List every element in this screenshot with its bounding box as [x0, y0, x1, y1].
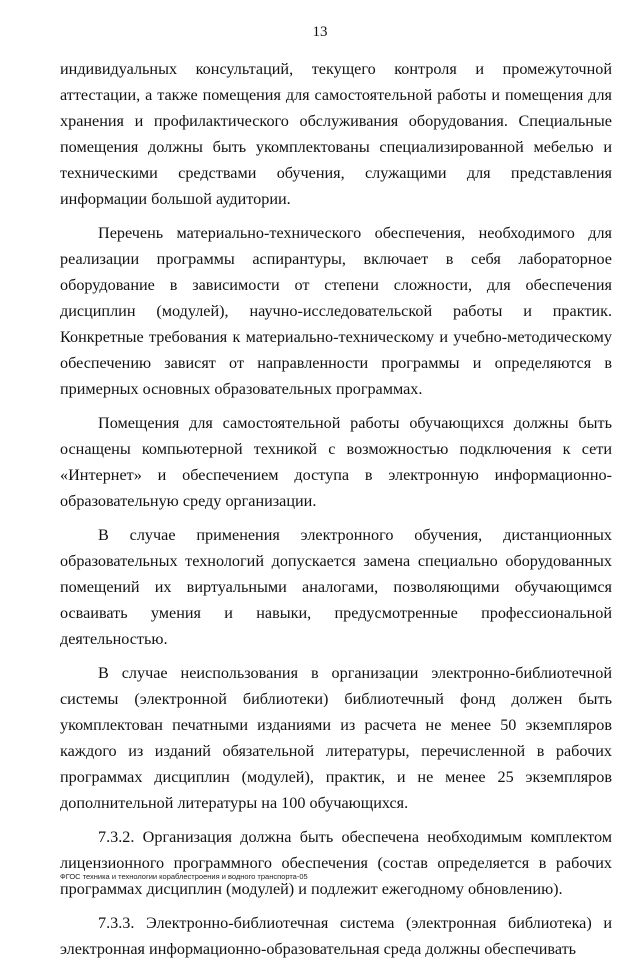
document-body: [60, 56, 612, 970]
paragraph-7-3-2: 7.3.2. Организация должна быть обеспечена необходимым комплектом лицензионного программного обеспечения (состав определяется в рабочих программах дисциплин (модулей) и подлежит ежегодному обновлению).: [60, 828, 612, 898]
paragraph-4: В случае применения электронного обучения, дистанционных образовательных технологий допускается замена специально оборудованных помещений их виртуальными аналогами, позволяющими обучающимся осваивать умения и навыки, предусмотренные профессиональной деятельностью.: [60, 526, 612, 648]
paragraph-3: Помещения для самостоятельной работы обучающихся должны быть оснащены компьютерной техникой с возможностью подключения к сети «Интернет» и обеспечением доступа в электронную информационно-образовательную среду организации.: [60, 414, 612, 510]
paragraph-7-3-3: 7.3.3. Электронно-библиотечная система (электронная библиотека) и электронная информационно-образовательная среда должны обеспечивать: [60, 914, 612, 958]
document-footer: ФГОС техника и технологии кораблестроения и водного транспорта-05: [60, 872, 308, 881]
paragraph-5: В случае неиспользования в организации электронно-библиотечной системы (электронной библиотеки) библиотечный фонд должен быть укомплектован печатными изданиями из расчета не менее 50 экземпляров каждого из изданий обязательной литературы, перечисленной в рабочих программах дисциплин (модулей), практик, и не менее 25 экземпляров дополнительной литературы на 100 обучающихся.: [60, 664, 612, 812]
page-number: 13: [312, 24, 328, 40]
paragraph-2: Перечень материально-технического обеспечения, необходимого для реализации программы аспирантуры, включает в себя лабораторное оборудование в зависимости от степени сложности, для обеспечения дисциплин (модулей), научно-исследовательской работы и практик. Конкретные требования к материально-техническому и учебно-методическому обеспечению зависят от направленности программы и определяются в примерных основных образовательных программах.: [60, 224, 612, 398]
paragraph-1: индивидуальных консультаций, текущего контроля и промежуточной аттестации, а также помещения для самостоятельной работы и помещения для хранения и профилактического обслуживания оборудования. Специальные помещения должны быть укомплектованы специализированной мебелью и техническими средствами обучения, служащими для представления информации большой аудитории.: [60, 60, 612, 208]
